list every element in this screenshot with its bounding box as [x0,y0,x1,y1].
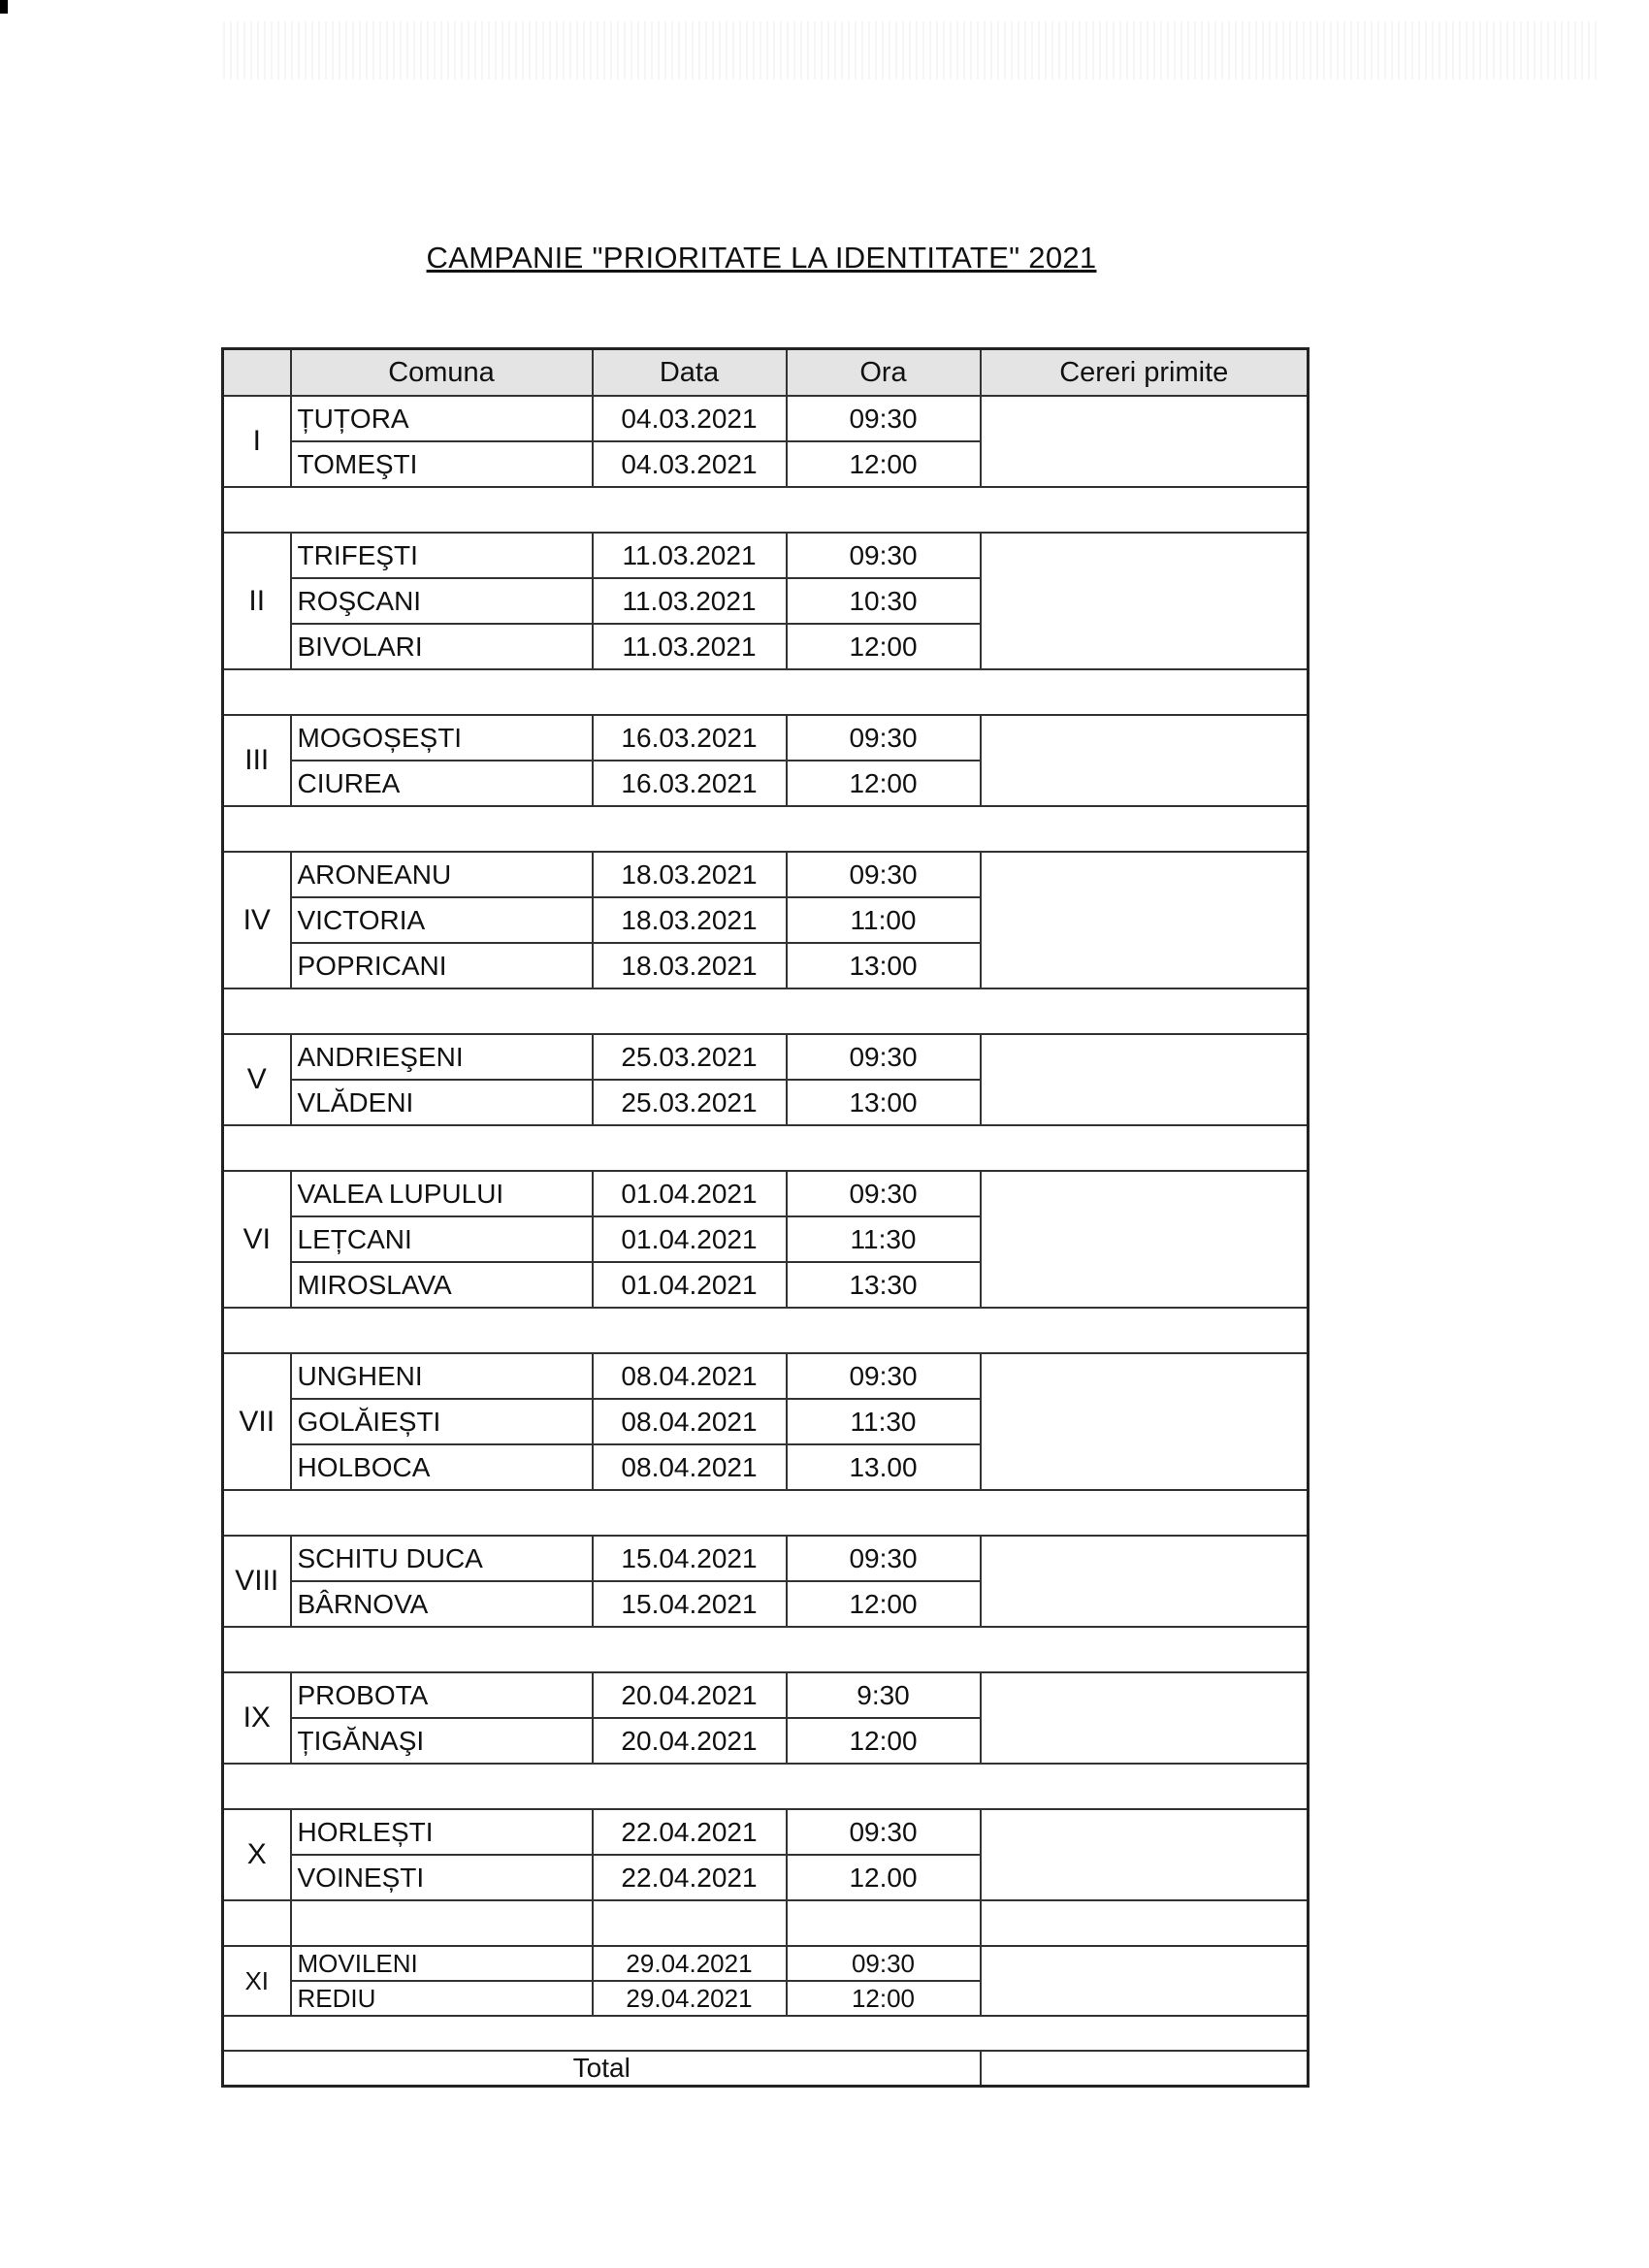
header-number [223,349,291,397]
date-cell: 22.04.2021 [593,1855,787,1900]
comuna-name: HOLBOCA [291,1444,593,1490]
empty-cell [223,1900,291,1946]
time-cell: 12:00 [787,1718,981,1764]
comuna-name: POPRICANI [291,943,593,988]
empty-cell [223,1490,1309,1536]
time-cell: 12:00 [787,761,981,806]
group-number: VIII [223,1536,291,1627]
group-number: XI [223,1946,291,2016]
cereri-cell [981,1672,1309,1764]
group-number: VII [223,1353,291,1490]
spacer-row [223,1490,1309,1536]
time-cell: 13:00 [787,943,981,988]
empty-cell [223,2016,1309,2051]
comuna-name: MOVILENI [291,1946,593,1981]
spacer-row [223,487,1309,533]
time-cell: 12:00 [787,1981,981,2016]
comuna-name: SCHITU DUCA [291,1536,593,1581]
cereri-cell [981,1171,1309,1308]
schedule-table [221,347,1310,2088]
time-cell: 13:00 [787,1080,981,1125]
cereri-cell [981,1809,1309,1900]
comuna-name: VLĂDENI [291,1080,593,1125]
date-cell: 08.04.2021 [593,1353,787,1399]
comuna-name: ANDRIEŞENI [291,1034,593,1080]
time-cell: 09:30 [787,396,981,441]
date-cell: 29.04.2021 [593,1946,787,1981]
spacer-row [223,1125,1309,1171]
comuna-name: BIVOLARI [291,624,593,669]
empty-cell [223,1627,1309,1672]
header-row [223,349,1309,397]
comuna-name: ȚIGĂNAŞI [291,1718,593,1764]
empty-cell [787,1900,981,1946]
total-value-cell [981,2051,1309,2087]
comuna-name: UNGHENI [291,1353,593,1399]
scan-corner-mark [0,0,8,14]
empty-cell [223,1308,1309,1353]
document-title: CAMPANIE "PRIORITATE LA IDENTITATE" 2021 [426,241,1097,275]
date-cell: 15.04.2021 [593,1581,787,1627]
header-cereri: Cereri primite [981,349,1309,397]
cereri-cell [981,533,1309,669]
table-row [223,852,1309,897]
comuna-name: LEȚCANI [291,1216,593,1262]
cereri-cell [981,715,1309,806]
cereri-cell [981,852,1309,988]
comuna-name: ARONEANU [291,852,593,897]
empty-cell [223,669,1309,715]
comuna-name: HORLEȘTI [291,1809,593,1855]
date-cell: 16.03.2021 [593,715,787,761]
time-cell: 9:30 [787,1672,981,1718]
table-row [223,1034,1309,1080]
comuna-name: ȚUȚORA [291,396,593,441]
group-number: X [223,1809,291,1900]
time-cell: 09:30 [787,715,981,761]
spacer-row [223,1627,1309,1672]
time-cell: 09:30 [787,1171,981,1216]
date-cell: 29.04.2021 [593,1981,787,2016]
empty-cell [593,1900,787,1946]
empty-cell [223,988,1309,1034]
empty-cell [291,1900,593,1946]
date-cell: 11.03.2021 [593,578,787,624]
date-cell: 22.04.2021 [593,1809,787,1855]
spacer-row [223,1900,1309,1946]
table-row [223,533,1309,578]
date-cell: 20.04.2021 [593,1672,787,1718]
date-cell: 16.03.2021 [593,761,787,806]
comuna-name: TRIFEŞTI [291,533,593,578]
empty-cell [223,806,1309,852]
date-cell: 18.03.2021 [593,943,787,988]
comuna-name: BÂRNOVA [291,1581,593,1627]
date-cell: 04.03.2021 [593,441,787,487]
group-number: I [223,396,291,487]
schedule-body [223,396,1309,2087]
spacer-row [223,1764,1309,1809]
date-cell: 08.04.2021 [593,1444,787,1490]
time-cell: 09:30 [787,1536,981,1581]
cereri-cell [981,1946,1309,2016]
table-row [223,715,1309,761]
group-number: II [223,533,291,669]
time-cell: 10:30 [787,578,981,624]
time-cell: 11:30 [787,1399,981,1444]
comuna-name: MOGOȘEȘTI [291,715,593,761]
spacer-row [223,2016,1309,2051]
comuna-name: VOINEȘTI [291,1855,593,1900]
time-cell: 12:00 [787,624,981,669]
comuna-name: PROBOTA [291,1672,593,1718]
spacer-row [223,806,1309,852]
date-cell: 08.04.2021 [593,1399,787,1444]
date-cell: 15.04.2021 [593,1536,787,1581]
date-cell: 01.04.2021 [593,1171,787,1216]
spacer-row [223,1308,1309,1353]
group-number: VI [223,1171,291,1308]
table-row [223,1536,1309,1581]
date-cell: 25.03.2021 [593,1034,787,1080]
header-comuna: Comuna [291,349,593,397]
date-cell: 01.04.2021 [593,1216,787,1262]
date-cell: 25.03.2021 [593,1080,787,1125]
cereri-cell [981,396,1309,487]
date-cell: 18.03.2021 [593,852,787,897]
table-row [223,1946,1309,1981]
table-row [223,396,1309,441]
comuna-name: VICTORIA [291,897,593,943]
comuna-name: ROŞCANI [291,578,593,624]
spacer-row [223,669,1309,715]
time-cell: 12:00 [787,1581,981,1627]
spacer-row [223,988,1309,1034]
cereri-cell [981,1353,1309,1490]
time-cell: 12:00 [787,441,981,487]
date-cell: 04.03.2021 [593,396,787,441]
time-cell: 13.00 [787,1444,981,1490]
time-cell: 09:30 [787,1809,981,1855]
group-number: V [223,1034,291,1125]
group-number: III [223,715,291,806]
comuna-name: REDIU [291,1981,593,2016]
time-cell: 09:30 [787,1034,981,1080]
comuna-name: GOLĂIEȘTI [291,1399,593,1444]
empty-cell [223,487,1309,533]
group-number: IX [223,1672,291,1764]
table-row [223,1672,1309,1718]
table-row [223,1171,1309,1216]
time-cell: 09:30 [787,852,981,897]
group-number: IV [223,852,291,988]
cereri-cell [981,1034,1309,1125]
comuna-name: MIROSLAVA [291,1262,593,1308]
time-cell: 09:30 [787,1353,981,1399]
date-cell: 11.03.2021 [593,533,787,578]
time-cell: 09:30 [787,533,981,578]
total-row [223,2051,1309,2087]
time-cell: 09:30 [787,1946,981,1981]
date-cell: 11.03.2021 [593,624,787,669]
scan-noise [223,21,1600,80]
time-cell: 11:00 [787,897,981,943]
header-ora: Ora [787,349,981,397]
header-data: Data [593,349,787,397]
table-row [223,1809,1309,1855]
time-cell: 11:30 [787,1216,981,1262]
comuna-name: TOMEŞTI [291,441,593,487]
cereri-cell [981,1536,1309,1627]
date-cell: 20.04.2021 [593,1718,787,1764]
empty-cell [981,1900,1309,1946]
table-row [223,1353,1309,1399]
total-label: Total [223,2051,981,2087]
empty-cell [223,1125,1309,1171]
time-cell: 12.00 [787,1855,981,1900]
time-cell: 13:30 [787,1262,981,1308]
date-cell: 01.04.2021 [593,1262,787,1308]
comuna-name: CIUREA [291,761,593,806]
empty-cell [223,1764,1309,1809]
date-cell: 18.03.2021 [593,897,787,943]
comuna-name: VALEA LUPULUI [291,1171,593,1216]
